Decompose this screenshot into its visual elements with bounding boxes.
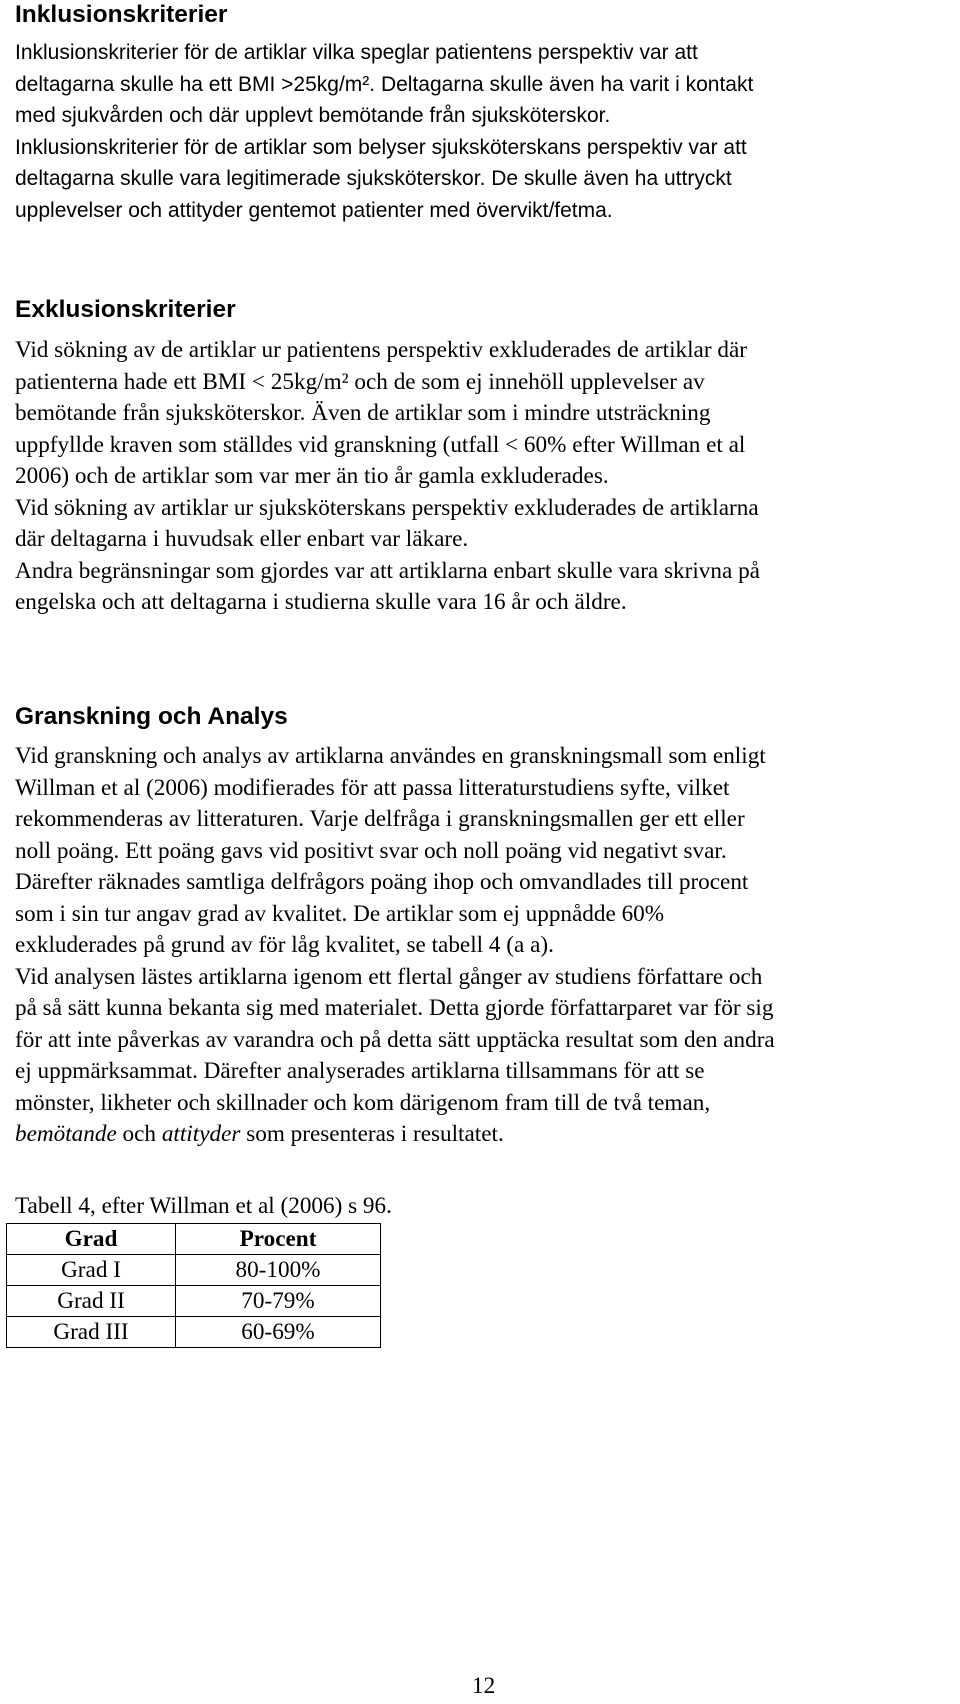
text-line: mönster, likheter och skillnader och kom därigenom fram till de två teman, [15,1089,711,1116]
text-line: ej uppmärksammat. Därefter analyserades artiklarna tillsammans för att se [15,1058,705,1084]
table-caption: Tabell 4, efter Willman et al (2006) s 96. [15,1193,392,1219]
cell-grade: Grad I [7,1255,176,1286]
text-line: 2006) och de artiklar som var mer än tio år gamla exkluderades. [15,463,609,489]
cell-percent: 70-79% [176,1286,381,1317]
text-line: Willman et al (2006) modifierades för att passa litteraturstudiens syfte, vilket [15,774,730,801]
text-line: noll poäng. Ett poäng gavs vid positivt svar och noll poäng vid negativt svar. [15,837,727,864]
cell-percent: 80-100% [176,1255,381,1286]
heading-exclusion: Exklusionskriterier [15,296,236,323]
connector-text: och [116,1121,162,1147]
text-line: Vid analysen lästes artiklarna igenom ett flertal gånger av studiens författare och [15,963,763,990]
table-row [7,1286,381,1317]
table-header-row [7,1224,381,1255]
rest-text: som presenteras i resultatet. [240,1121,504,1147]
text-line: uppfyllde kraven som ställdes vid granskning (utfall < 60% efter Willman et al [15,431,746,458]
theme-bemotande: bemötande [15,1121,117,1147]
text-line: med sjukvården och där upplevt bemötande från sjuksköterskor. [15,104,611,127]
text-line: Inklusionskriterier för de artiklar som belyser sjuksköterskans perspektiv var att [15,135,747,159]
table-row [7,1317,381,1348]
header-percent: Procent [176,1224,381,1255]
text-line: för att inte påverkas av varandra och på detta sätt upptäcka resultat som den andra [15,1026,775,1053]
cell-grade: Grad III [7,1317,176,1348]
text-line-last [15,1119,950,1151]
table-row [7,1255,381,1286]
text-line: bemötande från sjuksköterskor. Även de artiklar som i mindre utsträckning [15,400,711,426]
text-line: Andra begränsningar som gjordes var att artiklarna enbart skulle vara skrivna på [15,557,760,584]
text-line: som i sin tur angav grad av kvalitet. De artiklar som ej uppnådde 60% [15,900,665,927]
text-line: rekommenderas av litteraturen. Varje delfråga i granskningsmallen ger ett eller [15,806,745,832]
text-line: deltagarna skulle vara legitimerade sjuksköterskor. De skulle även ha uttryckt [15,167,732,190]
paragraph-inclusion [15,37,950,226]
page-number: 12 [472,1673,496,1699]
text-line: upplevelser och attityder gentemot patienter med övervikt/fetma. [15,198,613,222]
text-line: exkluderades på grund av för låg kvalitet, se tabell 4 (a a). [15,932,554,958]
text-line: patienterna hade ett BMI < 25kg/m² och de som ej innehöll upplevelser av [15,368,705,395]
text-line: Vid granskning och analys av artiklarna användes en granskningsmall som enligt [15,743,766,769]
header-grade: Grad [7,1224,176,1255]
text-line: Därefter räknades samtliga delfrågors poäng ihop och omvandlades till procent [15,869,749,895]
text-line: deltagarna skulle ha ett BMI >25kg/m². Deltagarna skulle även ha varit i kontakt [15,72,754,96]
grade-table [6,1223,381,1348]
cell-percent: 60-69% [176,1317,381,1348]
text-line: Vid sökning av de artiklar ur patientens perspektiv exkluderades de artiklar där [15,337,747,363]
text-line: Vid sökning av artiklar ur sjuksköterskans perspektiv exkluderades de artiklarna [15,494,759,521]
cell-grade: Grad II [7,1286,176,1317]
heading-review-analysis: Granskning och Analys [15,703,288,730]
text-line: där deltagarna i huvudsak eller enbart var läkare. [15,526,469,552]
text-line: på så sätt kunna bekanta sig med materialet. Detta gjorde författarparet var för sig [15,995,774,1021]
theme-attityder: attityder [161,1121,241,1147]
paragraph-exclusion [15,335,950,619]
text-line: Inklusionskriterier för de artiklar vilka speglar patientens perspektiv var att [15,41,698,64]
paragraph-review-analysis [15,741,950,1151]
heading-inclusion: Inklusionskriterier [15,1,228,28]
text-line: engelska och att deltagarna i studierna skulle vara 16 år och äldre. [15,589,627,615]
